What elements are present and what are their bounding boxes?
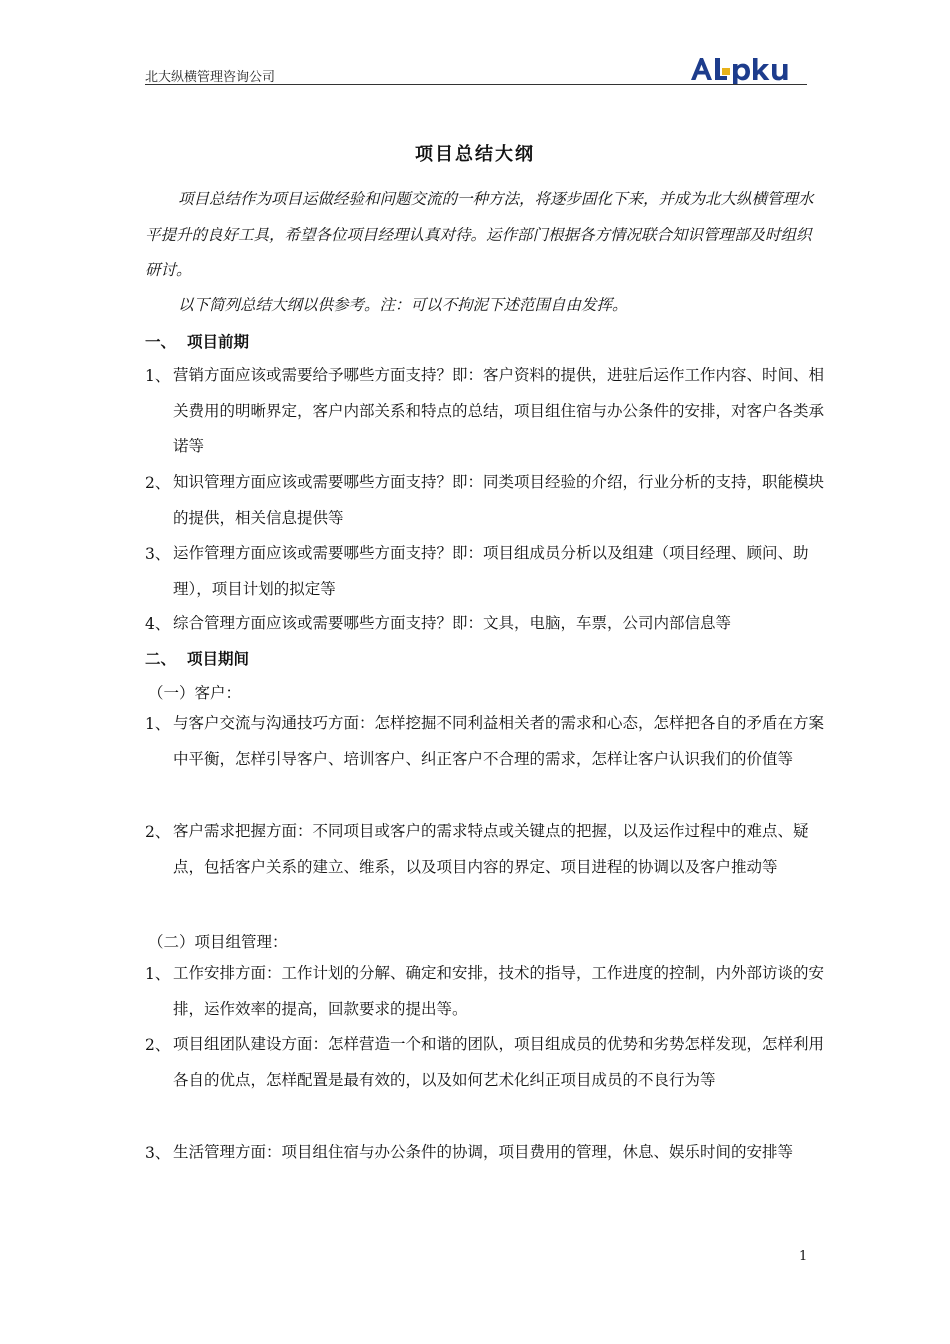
- intro-paragraph-2: 以下简列总结大纲以供参考。注：可以不拘泥下述范围自由发挥。: [178, 296, 628, 314]
- list-item-number: 1、: [145, 367, 171, 385]
- list-item-text: 综合管理方面应该或需要哪些方面支持？即：文具，电脑，车票，公司内部信息等: [173, 614, 732, 632]
- list-item-number: 2、: [145, 1036, 171, 1054]
- list-item-text: 运作管理方面应该或需要哪些方面支持？即：项目组成员分析以及组建（项目经理、顾问、助理），项目计划的拟定等: [173, 544, 809, 598]
- company-logo: [689, 54, 807, 84]
- subsection-heading: （二）项目组管理：: [148, 933, 288, 951]
- section-number: 一、: [145, 332, 177, 351]
- page-header: [145, 56, 807, 86]
- list-item-text: 生活管理方面：项目组住宿与办公条件的协调，项目费用的管理，休息、娱乐时间的安排等: [173, 1143, 794, 1161]
- list-item-text: 知识管理方面应该或需要哪些方面支持？即：同类项目经验的介绍，行业分析的支持，职能模块的提供，相关信息提供等: [173, 473, 825, 527]
- list-item: [145, 473, 825, 536]
- list-item-number: 1、: [145, 715, 171, 733]
- list-item-text: 营销方面应该或需要给予哪些方面支持？即：客户资料的提供，进驻后运作工作内容、时间、相关费用的明晰界定，客户内部关系和特点的总结，项目组住宿与办公条件的安排，对客户各类承诺等: [173, 366, 825, 455]
- list-item-number: 3、: [145, 1144, 171, 1162]
- subsection-heading: （一）客户：: [148, 684, 242, 702]
- intro-paragraph-1: 项目总结作为项目运做经验和问题交流的一种方法，将逐步固化下来，并成为北大纵横管理水平提升的良好工具，希望各位项目经理认真对待。运作部门根据各方情况联合知识管理部及时组织研讨。: [145, 190, 814, 279]
- list-item-text: 工作安排方面：工作计划的分解、确定和安排，技术的指导，工作进度的控制，内外部访谈的安排，运作效率的提高，回款要求的提出等。: [173, 964, 825, 1018]
- list-item: [145, 822, 825, 885]
- list-item-text: 与客户交流与沟通技巧方面：怎样挖掘不同利益相关者的需求和心态，怎样把各自的矛盾在方案中平衡，怎样引导客户、培训客户、纠正客户不合理的需求，怎样让客户认识我们的价值等: [173, 714, 825, 768]
- list-item: [145, 544, 825, 607]
- document-title: 项目总结大纲: [415, 144, 535, 165]
- section-heading: [145, 649, 249, 669]
- section-title: 项目期间: [187, 649, 250, 668]
- list-item: [145, 366, 825, 465]
- list-item-number: 4、: [145, 615, 171, 633]
- page-number: 1: [799, 1249, 808, 1264]
- list-item-text: 项目组团队建设方面：怎样营造一个和谐的团队，项目组成员的优势和劣势怎样发现，怎样利用各自的优点，怎样配置是最有效的，以及如何艺术化纠正项目成员的不良行为等: [173, 1035, 825, 1089]
- list-item-number: 2、: [145, 474, 171, 492]
- header-divider: [145, 84, 807, 85]
- list-item-number: 3、: [145, 545, 171, 563]
- list-item-number: 1、: [145, 965, 171, 983]
- section-heading: [145, 332, 249, 352]
- list-item: [145, 964, 825, 1027]
- header-company-name: 北大纵横管理咨询公司: [145, 70, 276, 85]
- list-item: [145, 1035, 825, 1098]
- list-item-text: 客户需求把握方面：不同项目或客户的需求特点或关键点的把握，以及运作过程中的难点、疑点，包括客户关系的建立、维系，以及项目内容的界定、项目进程的协调以及客户推动等: [173, 822, 809, 876]
- section-number: 二、: [145, 649, 177, 668]
- list-item-number: 2、: [145, 823, 171, 841]
- section-title: 项目前期: [187, 332, 250, 351]
- list-item: [145, 714, 825, 777]
- list-item: [145, 1143, 825, 1171]
- list-item: [145, 614, 825, 642]
